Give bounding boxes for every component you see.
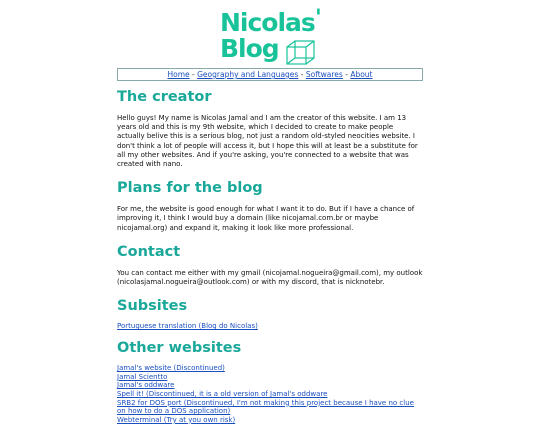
other-websites-heading: Other websites xyxy=(117,340,242,357)
nav-softwares-link[interactable]: Softwares xyxy=(305,70,343,79)
list-item xyxy=(117,416,423,424)
nav-geography-link[interactable]: Geography and Languages xyxy=(197,70,299,79)
creator-text: Hello guys! My name is Nicolas Jamal and I am the creator of this website. I am 13 years old and this is my 9th website, which I decided to create to make people actually belive this is a serious blog, not just a random old-styled neocities website. I don't think a lot of people will access it, but I hope this will at least be a substitute for all my other websites. And if you're asking, you're connected to a website that was created with nano. xyxy=(117,114,418,169)
other-websites-list xyxy=(117,364,423,424)
site-logo xyxy=(220,6,330,66)
list-item xyxy=(117,390,423,399)
subsites-list xyxy=(117,322,423,331)
jamals-oddware-link[interactable]: Jamal's oddware xyxy=(117,381,175,390)
nav-separator: - xyxy=(192,70,195,79)
nav-about-link[interactable]: About xyxy=(350,70,373,79)
wireframe-cube-icon xyxy=(286,40,316,66)
nav-separator: - xyxy=(345,70,348,79)
nav-bar xyxy=(117,68,423,81)
plans-heading: Plans for the blog xyxy=(117,180,263,197)
contact-text: You can contact me either with my gmail (nicojamal.nogueira@gmail.com), my outlook (nicolasjamal.nogueira@outlook.com) or with my discord, that is nicknotebr. xyxy=(117,268,423,287)
creator-heading: The creator xyxy=(117,89,212,105)
jamal-scientto-link[interactable]: Jamal Scientto xyxy=(117,372,168,381)
list-item xyxy=(117,364,423,373)
plans-text: For me, the website is good enough for what I want it to do. But if I have a chance of improving it, I think I would buy a domain (like nicojamal.com.br or maybe nicojamal.org) and expand it, making it look like more professional. xyxy=(117,205,415,232)
logo-line1: Nicolas xyxy=(220,8,315,37)
spell-it-link[interactable]: Spell it! (Discontinued, it is a old version of Jamal's oddware xyxy=(117,390,328,399)
webterminal-link[interactable]: Webterminal (Try at you own risk) xyxy=(117,415,236,424)
subsites-heading: Subsites xyxy=(117,298,188,315)
list-item xyxy=(117,381,423,390)
srb2-dos-link[interactable]: SRB2 for DOS port (Discontinued, I'm not making this project because I have no clue on how to do a DOS application) xyxy=(117,398,414,416)
jamals-website-link[interactable]: Jamal's website (Discontinued) xyxy=(117,364,225,373)
nav-home-link[interactable]: Home xyxy=(167,70,190,79)
contact-heading: Contact xyxy=(117,243,181,260)
nav-separator: - xyxy=(300,70,304,79)
list-item xyxy=(117,399,423,416)
logo-line2: Blog xyxy=(220,34,279,63)
portuguese-translation-link[interactable]: Portuguese translation (Blog do Nicolas) xyxy=(117,322,258,331)
logo-apostrophe: ' xyxy=(315,6,322,31)
main-content xyxy=(117,88,423,424)
list-item xyxy=(117,373,423,382)
